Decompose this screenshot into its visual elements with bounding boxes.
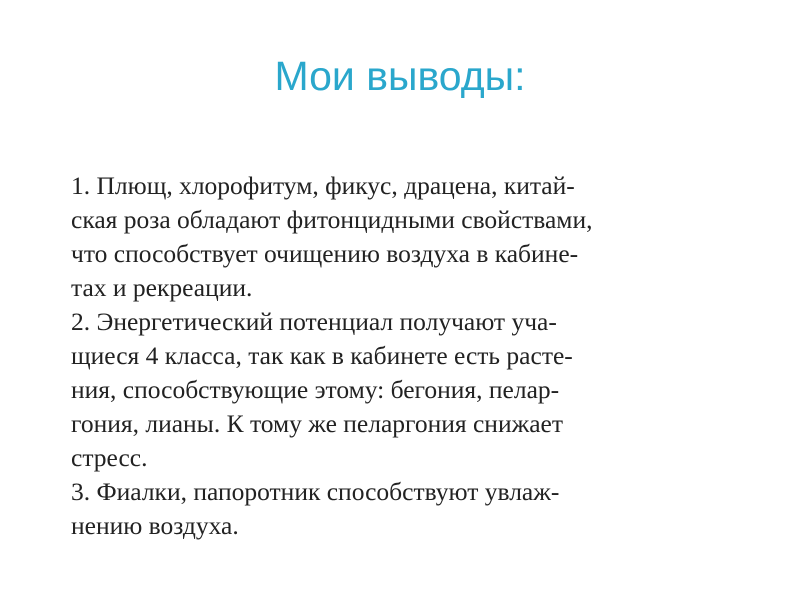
conclusion-line: щиеся 4 класса, так как в кабинете есть расте-	[71, 341, 573, 370]
conclusion-line: гония, лианы. К тому же пеларгония снижает	[71, 409, 563, 438]
conclusion-line: 1. Плющ, хлорофитум, фикус, драцена, китай-	[71, 171, 575, 200]
conclusions-text	[71, 169, 751, 543]
conclusion-line: ская роза обладают фитонцидными свойствами,	[71, 205, 593, 234]
slide-title: Мои выводы:	[274, 53, 526, 99]
conclusion-line: 3. Фиалки, папоротник способствуют увлаж-	[71, 477, 560, 506]
conclusion-line: что способствует очищению воздуха в кабине-	[71, 239, 579, 268]
conclusion-line: стресс.	[71, 443, 148, 472]
conclusion-line: 2. Энергетический потенциал получают уча-	[71, 307, 557, 336]
conclusion-line: ния, способствующие этому: бегония, пелар-	[71, 375, 560, 404]
conclusion-line: нению воздуха.	[71, 511, 239, 540]
conclusion-line: тах и рекреации.	[71, 273, 253, 302]
